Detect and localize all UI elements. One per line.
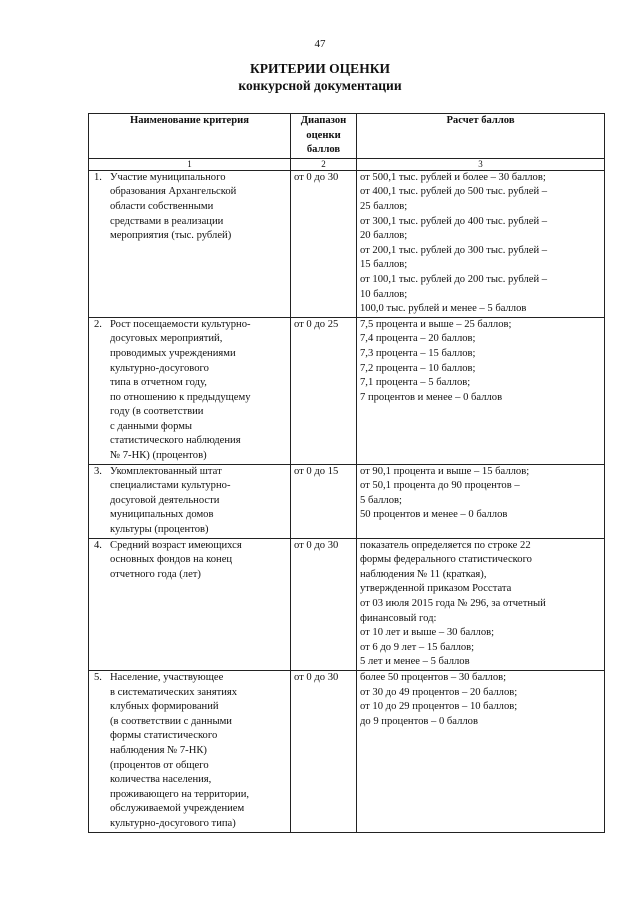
criterion-name-line: Укомплектованный штат — [110, 465, 222, 477]
criterion-name-line: типа в отчетном году, — [110, 377, 207, 389]
criterion-name-line: статистического наблюдения — [110, 435, 241, 447]
score-calculation-cell — [357, 464, 605, 538]
criterion-name-cell — [89, 317, 291, 464]
score-calculation-line: 5 лет и менее – 5 баллов — [360, 656, 470, 668]
score-calculation-line: 25 баллов; — [360, 200, 408, 212]
criteria-table — [88, 113, 605, 833]
table-row — [89, 538, 605, 670]
criterion-name-line: проживающего на территории, — [110, 788, 250, 800]
criterion-name-line: Население, участвующее — [110, 671, 224, 683]
criterion-number: 4. — [94, 539, 102, 551]
score-calculation-line: утвержденной приказом Росстата — [360, 583, 512, 595]
column-number-row — [89, 158, 605, 170]
header-criterion-name: Наименование критерия — [89, 114, 291, 159]
criterion-name-line: мероприятия (тыс. рублей) — [110, 230, 232, 242]
criterion-name-cell — [89, 170, 291, 317]
score-calculation-line: от 500,1 тыс. рублей и более – 30 баллов; — [360, 171, 546, 183]
table-row — [89, 670, 605, 832]
score-calculation-cell — [357, 170, 605, 317]
score-calculation-line: 20 баллов; — [360, 230, 408, 242]
column-number: 2 — [291, 158, 357, 170]
score-calculation-line: 10 баллов; — [360, 288, 408, 300]
criterion-name-line: Рост посещаемости культурно- — [110, 318, 251, 330]
score-calculation-line: 50 процентов и менее – 0 баллов — [360, 509, 508, 521]
criterion-name-line: культуры (процентов) — [110, 524, 209, 536]
page-number: 47 — [314, 38, 326, 50]
criterion-name-line: по отношению к предыдущему — [110, 391, 251, 403]
score-calculation-line: от 03 июля 2015 года № 296, за отчетный — [360, 598, 546, 609]
criterion-name-line: Участие муниципального — [110, 171, 226, 183]
document-title — [0, 60, 640, 94]
criterion-name-line: культурно-досугового типа) — [110, 817, 236, 829]
header-range-line: оценки — [306, 129, 341, 141]
criterion-name-line: основных фондов на конец — [110, 554, 233, 566]
score-calculation-cell — [357, 538, 605, 670]
criterion-name-line: отчетного года (лет) — [110, 568, 201, 580]
score-calculation-line: от 6 до 9 лет – 15 баллов; — [360, 641, 475, 653]
column-number: 3 — [357, 158, 605, 170]
criterion-name-cell — [89, 464, 291, 538]
score-range-cell: от 0 до 15 — [291, 464, 357, 538]
criterion-name-line: культурно-досугового — [110, 362, 209, 374]
header-score-range — [291, 114, 357, 159]
score-calculation-line: от 10 лет и выше – 30 баллов; — [360, 627, 495, 639]
criterion-name-line: № 7-НК) (процентов) — [110, 450, 207, 462]
criterion-name-line: Средний возраст имеющихся — [110, 539, 242, 551]
criterion-name-line: (в соответствии с данными — [110, 715, 232, 727]
score-range-cell: от 0 до 25 — [291, 317, 357, 464]
criterion-name-line: области собственными — [110, 200, 214, 212]
score-calculation-line: 5 баллов; — [360, 494, 402, 506]
criterion-name-line: формы статистического — [110, 730, 218, 742]
score-calculation-line: 7,4 процента – 20 баллов; — [360, 333, 476, 345]
title-line-2: конкурсной документации — [238, 78, 402, 93]
score-calculation-line: показатель определяется по строке 22 — [360, 539, 531, 551]
criterion-name-line: муниципальных домов — [110, 509, 214, 521]
score-calculation-cell — [357, 317, 605, 464]
score-calculation-line: до 9 процентов – 0 баллов — [360, 715, 478, 727]
criterion-name-line: обслуживаемой учреждением — [110, 803, 245, 815]
score-calculation-line: 7,2 процента – 10 баллов; — [360, 362, 476, 374]
score-calculation-line: финансовый год: — [360, 612, 437, 624]
score-calculation-line: от 100,1 тыс. рублей до 200 тыс. рублей – — [360, 273, 548, 285]
header-range-line: Диапазон — [300, 115, 347, 126]
criterion-name-line: средствами в реализации — [110, 215, 224, 227]
table-row — [89, 170, 605, 317]
score-calculation-line: от 50,1 процента до 90 процентов – — [360, 480, 520, 492]
score-calculation-line: от 300,1 тыс. рублей до 400 тыс. рублей – — [360, 215, 548, 227]
score-calculation-line: формы федерального статистического — [360, 554, 532, 566]
criterion-name-line: (процентов от общего — [110, 759, 209, 771]
criterion-name-line: количества населения, — [110, 774, 212, 786]
criterion-number: 5. — [94, 671, 102, 683]
score-range-cell: от 0 до 30 — [291, 170, 357, 317]
score-calculation-line: от 400,1 тыс. рублей до 500 тыс. рублей – — [360, 186, 548, 198]
criterion-name-line: образования Архангельской — [110, 186, 237, 198]
criterion-name-line: наблюдения № 7-НК) — [110, 744, 207, 756]
header-range-line: баллов — [306, 144, 341, 156]
title-line-1: КРИТЕРИИ ОЦЕНКИ — [250, 61, 390, 76]
table-row — [89, 317, 605, 464]
score-calculation-line: 7,3 процента – 15 баллов; — [360, 347, 476, 359]
criterion-name-line: году (в соответствии — [110, 406, 204, 418]
score-range-cell: от 0 до 30 — [291, 538, 357, 670]
score-calculation-line: 15 баллов; — [360, 259, 408, 271]
score-calculation-cell — [357, 670, 605, 832]
criterion-number: 3. — [94, 465, 102, 477]
score-calculation-line: наблюдения № 11 (краткая), — [360, 568, 487, 580]
criterion-number: 2. — [94, 318, 102, 330]
score-calculation-line: 7,1 процента – 5 баллов; — [360, 377, 471, 389]
header-score-calculation: Расчет баллов — [357, 114, 605, 159]
score-calculation-line: 7 процентов и менее – 0 баллов — [360, 391, 503, 403]
table-header-row — [89, 114, 605, 159]
table-row — [89, 464, 605, 538]
criterion-name-cell — [89, 670, 291, 832]
score-calculation-line: 100,0 тыс. рублей и менее – 5 баллов — [360, 303, 527, 315]
criterion-name-line: досуговой деятельности — [110, 494, 220, 506]
criterion-name-cell — [89, 538, 291, 670]
score-calculation-line: от 10 до 29 процентов – 10 баллов; — [360, 701, 518, 713]
score-calculation-line: от 30 до 49 процентов – 20 баллов; — [360, 686, 518, 698]
criteria-table-body — [89, 158, 605, 832]
criterion-name-line: специалистами культурно- — [110, 480, 231, 492]
score-calculation-line: от 90,1 процента и выше – 15 баллов; — [360, 465, 530, 477]
criterion-number: 1. — [94, 171, 102, 183]
criterion-name-line: досуговых мероприятий, — [110, 333, 223, 345]
score-calculation-line: 7,5 процента и выше – 25 баллов; — [360, 318, 512, 330]
criterion-name-line: с данными формы — [110, 420, 193, 432]
score-calculation-line: более 50 процентов – 30 баллов; — [360, 671, 507, 683]
criterion-name-line: проводимых учреждениями — [110, 347, 236, 359]
score-calculation-line: от 200,1 тыс. рублей до 300 тыс. рублей – — [360, 244, 548, 256]
criterion-name-line: клубных формирований — [110, 701, 219, 713]
criterion-name-line: в систематических занятиях — [110, 686, 238, 698]
score-range-cell: от 0 до 30 — [291, 670, 357, 832]
column-number: 1 — [89, 158, 291, 170]
